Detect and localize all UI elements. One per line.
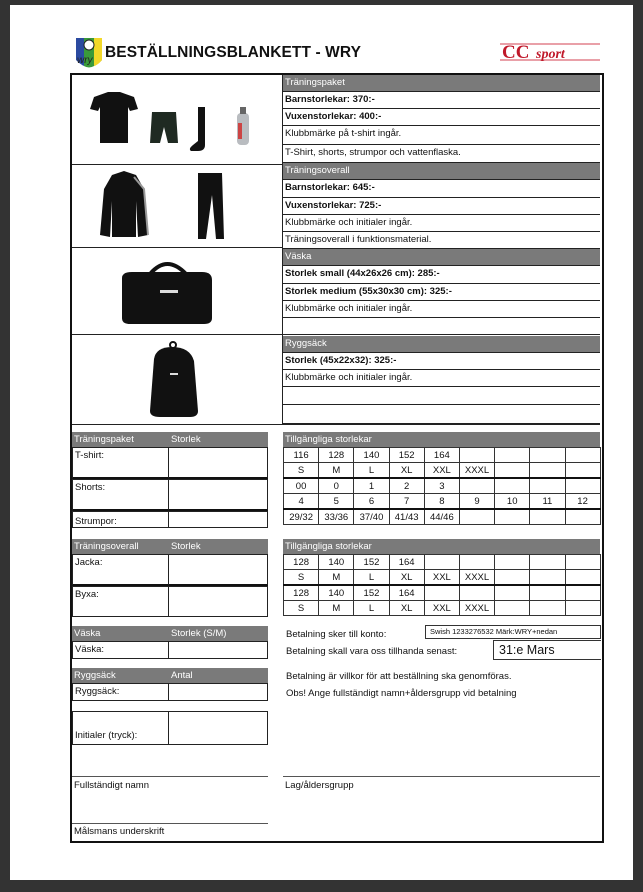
full-name-label: Fullständigt namn bbox=[74, 780, 149, 791]
order-input-ryggsack[interactable] bbox=[168, 683, 268, 701]
payment-account-label: Betalning sker till konto: bbox=[286, 629, 387, 640]
order-input-byxa[interactable] bbox=[168, 586, 268, 617]
product-line bbox=[283, 387, 600, 405]
order-input-strumpor[interactable] bbox=[168, 511, 268, 528]
size-cell bbox=[565, 570, 600, 586]
backpack-icon bbox=[150, 347, 198, 417]
size-cell: 152 bbox=[389, 448, 424, 463]
order-header: Antal bbox=[169, 668, 268, 683]
full-name-line[interactable] bbox=[72, 776, 268, 777]
order-header: Träningsoverall bbox=[72, 539, 169, 554]
product-line: Storlek medium (55x30x30 cm): 325:- bbox=[283, 284, 600, 301]
size-cell: 5 bbox=[319, 494, 354, 510]
size-cell: 4 bbox=[284, 494, 319, 510]
shorts-icon bbox=[150, 112, 178, 143]
size-cell bbox=[495, 601, 530, 616]
size-cell: 7 bbox=[389, 494, 424, 510]
size-cell: L bbox=[354, 570, 389, 586]
order-label-vaska: Väska: bbox=[72, 641, 169, 659]
size-cell: S bbox=[284, 601, 319, 616]
size-cell: L bbox=[354, 463, 389, 479]
order-header: Väska bbox=[72, 626, 169, 641]
size-cell bbox=[565, 601, 600, 616]
size-cell bbox=[495, 585, 530, 601]
order-input-vaska[interactable] bbox=[168, 641, 268, 659]
size-cell: 1 bbox=[354, 478, 389, 494]
order-label-tshirt: T-shirt: bbox=[72, 447, 169, 479]
product-image-ryggsack bbox=[72, 335, 283, 425]
size-cell: 140 bbox=[319, 585, 354, 601]
size-cell: 10 bbox=[495, 494, 530, 510]
size-cell: S bbox=[284, 463, 319, 479]
product-line: Klubbmärke och initialer ingår. bbox=[283, 215, 600, 232]
product-line: T-Shirt, shorts, strumpor och vattenflaska. bbox=[283, 145, 600, 163]
size-cell: 128 bbox=[319, 448, 354, 463]
size-cell bbox=[530, 555, 565, 570]
svg-text:CC: CC bbox=[502, 42, 530, 63]
size-cell: 11 bbox=[530, 494, 565, 510]
product-line: Storlek small (44x26x26 cm): 285:- bbox=[283, 266, 600, 284]
size-cell: XL bbox=[389, 601, 424, 616]
t-shirt-icon bbox=[90, 92, 138, 143]
product-line: Vuxenstorlekar: 400:- bbox=[283, 109, 600, 126]
size-cell: 00 bbox=[284, 478, 319, 494]
payment-note: Betalning är villkor för att beställning ska genomföras. bbox=[286, 671, 512, 682]
size-cell bbox=[530, 448, 565, 463]
jacket-icon bbox=[100, 171, 148, 237]
size-cell bbox=[565, 585, 600, 601]
size-cell bbox=[530, 570, 565, 586]
product-line: Barnstorlekar: 645:- bbox=[283, 180, 600, 198]
product-image-traningsoverall bbox=[72, 165, 283, 248]
size-cell: 12 bbox=[565, 494, 600, 510]
guardian-signature-label: Målsmans underskrift bbox=[74, 826, 165, 837]
club-logo bbox=[73, 36, 105, 72]
size-cell bbox=[565, 555, 600, 570]
product-line: Träningsoverall i funktionsmaterial. bbox=[283, 232, 600, 249]
size-cell bbox=[459, 478, 494, 494]
size-cell: XXL bbox=[424, 570, 459, 586]
size-cell: 0 bbox=[319, 478, 354, 494]
sizes-table-traningsoverall bbox=[283, 554, 601, 616]
team-line[interactable] bbox=[283, 776, 600, 777]
product-image-vaska bbox=[72, 248, 283, 335]
size-cell: 41/43 bbox=[389, 509, 424, 525]
size-cell: 37/40 bbox=[354, 509, 389, 525]
size-cell: XL bbox=[389, 570, 424, 586]
size-cell: 164 bbox=[389, 585, 424, 601]
payment-deadline-value[interactable]: 31:e Mars bbox=[493, 640, 601, 660]
size-cell: M bbox=[319, 601, 354, 616]
size-cell bbox=[495, 448, 530, 463]
order-header: Träningspaket bbox=[72, 432, 169, 447]
order-header: Storlek bbox=[169, 432, 268, 447]
size-cell bbox=[495, 555, 530, 570]
product-image-traningspaket bbox=[72, 75, 283, 165]
size-cell bbox=[530, 478, 565, 494]
product-line: Klubbmärke på t-shirt ingår. bbox=[283, 126, 600, 145]
size-cell: L bbox=[354, 601, 389, 616]
size-cell: 3 bbox=[424, 478, 459, 494]
size-cell bbox=[530, 601, 565, 616]
sizes-header: Tillgängliga storlekar bbox=[283, 539, 600, 554]
product-line: Storlek (45x22x32): 325:- bbox=[283, 353, 600, 370]
order-label-ryggsack: Ryggsäck: bbox=[72, 683, 169, 701]
size-cell bbox=[530, 509, 565, 525]
product-line: Klubbmärke och initialer ingår. bbox=[283, 301, 600, 318]
svg-text:sport: sport bbox=[536, 47, 565, 62]
order-label-jacka: Jacka: bbox=[72, 554, 169, 586]
size-cell: 152 bbox=[354, 585, 389, 601]
size-cell bbox=[459, 509, 494, 525]
size-cell bbox=[495, 463, 530, 479]
socks-icon bbox=[190, 107, 205, 151]
size-cell bbox=[495, 570, 530, 586]
product-line: Barnstorlekar: 370:- bbox=[283, 92, 600, 109]
svg-text:wry: wry bbox=[77, 55, 93, 66]
size-cell: 33/36 bbox=[319, 509, 354, 525]
order-label-strumpor: Strumpor: bbox=[72, 511, 169, 528]
payment-note: Obs! Ange fullständigt namn+åldersgrupp vid betalning bbox=[286, 688, 517, 699]
product-header-ryggsack: Ryggsäck bbox=[283, 336, 600, 353]
size-cell bbox=[459, 585, 494, 601]
product-line bbox=[283, 318, 600, 335]
product-line: Vuxenstorlekar: 725:- bbox=[283, 198, 600, 215]
size-cell: 140 bbox=[354, 448, 389, 463]
divider bbox=[72, 424, 600, 425]
order-label-byxa: Byxa: bbox=[72, 586, 169, 617]
order-input-tshirt[interactable] bbox=[168, 447, 268, 479]
size-cell: 152 bbox=[354, 555, 389, 570]
size-cell bbox=[565, 463, 600, 479]
size-cell: XXXL bbox=[459, 463, 494, 479]
order-header: Storlek (S/M) bbox=[169, 626, 268, 641]
page-title: BESTÄLLNINGSBLANKETT - WRY bbox=[105, 44, 362, 61]
size-cell: 164 bbox=[389, 555, 424, 570]
size-cell: 116 bbox=[284, 448, 319, 463]
size-cell bbox=[565, 448, 600, 463]
size-cell: 9 bbox=[459, 494, 494, 510]
size-cell: 164 bbox=[424, 448, 459, 463]
size-cell bbox=[565, 478, 600, 494]
size-cell: 8 bbox=[424, 494, 459, 510]
size-cell: S bbox=[284, 570, 319, 586]
size-cell: 29/32 bbox=[284, 509, 319, 525]
order-input-shorts[interactable] bbox=[168, 479, 268, 511]
size-cell: 128 bbox=[284, 585, 319, 601]
duffel-bag-icon bbox=[122, 272, 212, 324]
size-cell bbox=[459, 448, 494, 463]
size-cell bbox=[530, 463, 565, 479]
order-label-initialer: Initialer (tryck): bbox=[72, 711, 169, 745]
size-cell: 140 bbox=[319, 555, 354, 570]
size-cell bbox=[459, 555, 494, 570]
size-cell: 128 bbox=[284, 555, 319, 570]
size-cell: M bbox=[319, 463, 354, 479]
size-cell: XXL bbox=[424, 601, 459, 616]
size-cell: XXXL bbox=[459, 570, 494, 586]
size-cell bbox=[424, 585, 459, 601]
payment-deadline-label: Betalning skall vara oss tillhanda senast: bbox=[286, 646, 458, 657]
size-cell bbox=[495, 509, 530, 525]
team-label: Lag/åldersgrupp bbox=[285, 780, 354, 791]
size-cell: XXXL bbox=[459, 601, 494, 616]
sizes-table-traningspaket bbox=[283, 447, 601, 525]
order-input-initialer[interactable] bbox=[168, 711, 268, 745]
size-cell: XL bbox=[389, 463, 424, 479]
sizes-header: Tillgängliga storlekar bbox=[283, 432, 600, 447]
order-header: Ryggsäck bbox=[72, 668, 169, 683]
size-cell bbox=[530, 585, 565, 601]
product-header-traningsoverall: Träningsoverall bbox=[283, 163, 600, 180]
pants-icon bbox=[198, 173, 224, 239]
size-cell: 6 bbox=[354, 494, 389, 510]
size-cell: 2 bbox=[389, 478, 424, 494]
size-cell bbox=[565, 509, 600, 525]
size-cell bbox=[424, 555, 459, 570]
order-label-shorts: Shorts: bbox=[72, 479, 169, 511]
size-cell bbox=[495, 478, 530, 494]
size-cell: 44/46 bbox=[424, 509, 459, 525]
order-input-jacka[interactable] bbox=[168, 554, 268, 586]
product-line: Klubbmärke och initialer ingår. bbox=[283, 370, 600, 387]
size-cell: M bbox=[319, 570, 354, 586]
product-header-traningspaket: Träningspaket bbox=[283, 75, 600, 92]
ccsport-logo bbox=[500, 40, 600, 64]
product-header-vaska: Väska bbox=[283, 249, 600, 266]
size-cell: XXL bbox=[424, 463, 459, 479]
order-header: Storlek bbox=[169, 539, 268, 554]
product-line bbox=[283, 405, 600, 424]
payment-account-value[interactable]: Swish 1233276532 Märk:WRY+nedan bbox=[425, 625, 601, 639]
